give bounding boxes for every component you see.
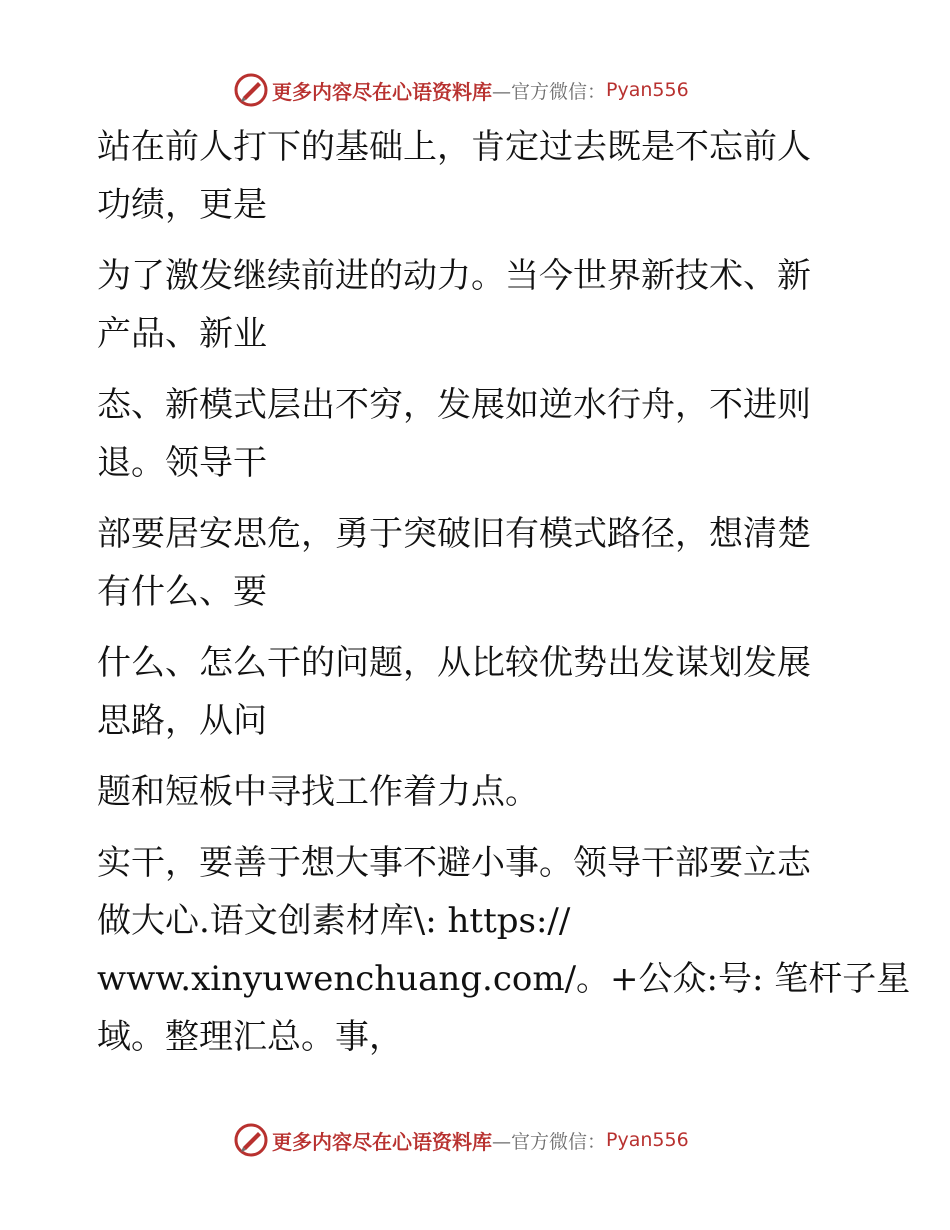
paragraph bbox=[97, 118, 837, 234]
text-line: 功绩，更是 bbox=[97, 185, 267, 225]
text-line: 产品、新业 bbox=[97, 314, 267, 354]
banner-wechat-id: Pyan556 bbox=[606, 1129, 689, 1151]
footer-watermark-banner bbox=[234, 1122, 714, 1158]
text-line: 做大心.语文创素材库\: https:// bbox=[97, 901, 571, 941]
text-line: 站在前人打下的基础上，肯定过去既是不忘前人 bbox=[97, 127, 811, 167]
banner-main-text: 更多内容尽在心语资料库 bbox=[272, 1129, 492, 1154]
banner-main-text: 更多内容尽在心语资料库 bbox=[272, 79, 492, 104]
text-line: 域。整理汇总。事， bbox=[97, 1017, 403, 1057]
text-line: 部要居安思危，勇于突破旧有模式路径，想清楚 bbox=[97, 514, 811, 554]
banner-sub-text: —官方微信： bbox=[492, 80, 607, 103]
text-line: 题和短板中寻找工作着力点。 bbox=[97, 772, 539, 812]
text-line: 退。领导干 bbox=[97, 443, 267, 483]
paragraph bbox=[97, 376, 837, 492]
text-line: www.xinyuwenchuang.com/。+公众:号: 笔杆子星 bbox=[97, 959, 911, 999]
paragraph bbox=[97, 247, 837, 363]
paragraph bbox=[97, 763, 837, 821]
text-line: 有什么、要 bbox=[97, 572, 267, 612]
text-line: 为了激发继续前进的动力。当今世界新技术、新 bbox=[97, 256, 811, 296]
pen-logo-icon bbox=[234, 73, 268, 107]
text-line: 态、新模式层出不穷，发展如逆水行舟，不进则 bbox=[97, 385, 811, 425]
paragraph bbox=[97, 634, 837, 750]
pen-logo-icon bbox=[234, 1123, 268, 1157]
paragraph bbox=[97, 505, 837, 621]
paragraph bbox=[97, 834, 911, 1066]
banner-wechat-id: Pyan556 bbox=[606, 79, 689, 101]
body-text bbox=[97, 118, 911, 1079]
text-line: 思路，从问 bbox=[97, 701, 267, 741]
text-line: 什么、怎么干的问题，从比较优势出发谋划发展 bbox=[97, 643, 811, 683]
banner-sub-text: —官方微信： bbox=[492, 1130, 607, 1153]
header-watermark-banner bbox=[234, 72, 714, 108]
text-line: 实干，要善于想大事不避小事。领导干部要立志 bbox=[97, 843, 811, 883]
